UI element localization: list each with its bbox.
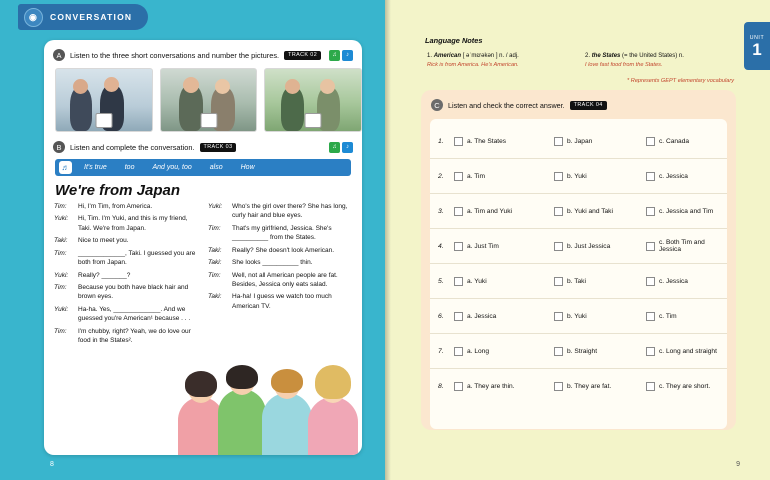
photo-3-number-box[interactable] [305,113,322,128]
option-b[interactable] [554,242,646,251]
option-c-label: c. Tim [659,312,677,320]
option-b-label: b. They are fat. [567,382,612,390]
question-number: 5. [438,277,444,285]
task-a-track-badge: TRACK 02 [284,51,321,60]
quiz-card [421,90,736,430]
option-b[interactable] [554,347,646,356]
task-b-track-badge: TRACK 03 [200,143,237,152]
option-c-label: c. They are short. [659,382,711,390]
dialog-line [54,327,198,346]
checkbox-icon[interactable] [454,382,463,391]
option-a-label: a. The States [467,137,507,145]
cd-green-icon[interactable]: ♫ [329,50,340,61]
note-1-phonetic: [ əˈmɛrəkən ] [462,53,498,59]
checkbox-icon[interactable] [454,242,463,251]
dialog-speaker: Tim: [54,327,67,335]
checkbox-icon[interactable] [454,207,463,216]
option-b-label: b. Yuki and Taki [567,207,613,215]
word-bank-item-1[interactable]: too [124,164,135,171]
checkbox-icon[interactable] [646,137,655,146]
checkbox-icon[interactable] [646,347,655,356]
word-bank-item-2[interactable]: And you, too [152,164,192,171]
speaker-icon: ♬ [59,161,72,174]
question-number: 8. [438,382,444,390]
dialog-line [54,283,198,302]
language-note-2 [585,52,735,69]
table-row [430,194,727,229]
option-b[interactable] [554,137,646,146]
language-note-1 [427,52,567,69]
dialog-speaker: Yuki: [54,271,69,279]
option-c[interactable] [646,347,719,356]
dialog-text: Nice to meet you. [78,237,129,245]
checkbox-icon[interactable] [646,277,655,286]
dialog-text: Really? _______? [78,271,131,279]
task-a-instruction: Listen to the three short conversations and number the pictures. [70,50,280,60]
cd-green-icon[interactable]: ♫ [329,142,340,153]
table-row [430,264,727,299]
dialog-speaker: Taki: [54,237,68,245]
checkbox-icon[interactable] [554,382,563,391]
right-page-number: 9 [736,461,740,468]
task-b-instruction: Listen and complete the conversation. [70,142,195,152]
checkbox-icon[interactable] [554,137,563,146]
checkbox-icon[interactable] [554,207,563,216]
option-c[interactable] [646,312,719,321]
dialog-text: Well, not all American people are fat. Besides, Jessica only eats salad. [232,271,338,288]
left-page-number: 8 [50,461,54,468]
word-bank-item-4[interactable]: How [240,164,255,171]
note-2-phonetic: (= the United States) [622,53,678,59]
option-c-label: c. Both Tim and Jessica [659,239,705,253]
option-c-label: c. Canada [659,137,690,145]
unit-tab[interactable] [744,22,770,70]
note-2-index: 2. [585,53,591,59]
option-b-label: b. Yuki [567,172,587,180]
option-a-label: a. They are thin. [467,382,515,390]
option-a[interactable] [454,172,554,181]
checkbox-icon[interactable] [454,137,463,146]
dialog-line [208,224,352,243]
gept-footnote: * Represents GEPT elementary vocabulary [627,78,734,84]
option-b-label: b. Just Jessica [567,242,611,250]
dialog-text: She looks __________ thin. [232,259,313,267]
dialog-line [54,202,198,211]
dialog-line [54,271,198,280]
option-c[interactable] [646,172,719,181]
option-a[interactable] [454,242,554,251]
table-row [430,369,727,403]
question-number: 2. [438,172,444,180]
dialog-text: _____________, Taki. I guessed you are both from Japan. [78,249,196,267]
dialog-column-left [54,202,198,348]
option-a[interactable] [454,277,554,286]
dialog-speaker: Tim: [54,283,67,291]
option-b-label: b. Straight [567,347,598,355]
dialog-text: Hi, I'm Tim, from America. [78,203,153,210]
checkbox-icon[interactable] [646,312,655,321]
checkbox-icon[interactable] [454,172,463,181]
option-a-label: a. Jessica [467,312,497,320]
dialog-speaker: Taki: [208,293,222,301]
checkbox-icon[interactable] [554,242,563,251]
option-a[interactable] [454,207,554,216]
conversation-tab[interactable] [18,4,148,30]
dialog-line [54,236,198,245]
option-b[interactable] [554,172,646,181]
dialog-line [208,258,352,267]
checkbox-icon[interactable] [646,207,655,216]
task-a-header [53,49,362,61]
option-c-label: c. Jessica [659,277,688,285]
checkbox-icon[interactable] [454,277,463,286]
option-a[interactable] [454,347,554,356]
dialog-text: I'm chubby, right? Yeah, we do love our food in the States². [78,327,191,345]
unit-tab-label: UNIT [749,34,765,41]
option-a[interactable] [454,137,554,146]
quiz-track-badge: TRACK 04 [570,101,607,110]
conversation-tab-label: CONVERSATION [50,12,133,22]
option-c[interactable] [646,137,719,146]
dialog-line [54,214,198,233]
dialog-speaker: Taki: [208,246,222,254]
note-1-index: 1. [427,53,433,59]
quiz-list [430,119,727,429]
option-a-label: a. Long [467,347,489,355]
option-b-label: b. Taki [567,277,586,285]
dialog-text: Ha-ha. Yes, _____________. And we guessed you're American¹ because . . . [78,305,191,323]
option-a[interactable] [454,312,554,321]
photo-2[interactable] [160,68,258,132]
dialog-text: Who's the girl over there? She has long, curly hair and blue eyes. [232,203,348,220]
checkbox-icon[interactable] [454,312,463,321]
right-page [385,0,770,480]
unit-tab-number: 1 [752,39,762,59]
dialog-speaker: Tim: [54,249,67,257]
left-content-card [44,40,362,455]
table-row [430,159,727,194]
question-number: 3. [438,207,444,215]
checkbox-icon[interactable] [554,312,563,321]
option-c-label: c. Long and straight [659,347,717,355]
dialog-speaker: Tim: [54,203,67,210]
cd-blue-icon[interactable]: ♪ [342,142,353,153]
dialog-speaker: Yuki: [208,203,223,210]
dialog-line [208,202,352,221]
globe-icon: ◉ [24,8,43,27]
checkbox-icon[interactable] [554,172,563,181]
dialog-title: We're from Japan [55,182,180,199]
cd-blue-icon[interactable]: ♪ [342,50,353,61]
option-b-label: b. Yuki [567,312,587,320]
task-b-letter: B [53,141,65,153]
dialog-speaker: Tim: [208,224,221,232]
note-2-pos: n. [678,53,684,59]
dialog-line [208,246,352,255]
quiz-instruction: Listen and check the correct answer. [448,100,565,110]
checkbox-icon[interactable] [554,347,563,356]
task-a-letter: A [53,49,65,61]
table-row [430,334,727,369]
dialog-text: Really? She doesn't look American. [232,246,335,254]
option-a[interactable] [454,382,554,391]
quiz-letter: C [431,99,443,111]
dialog-text: That's my girlfriend, Jessica. She's __________ from the States. [232,224,332,242]
dialog-columns [54,202,352,348]
dialog-speaker: Yuki: [54,305,69,313]
question-number: 1. [438,137,444,145]
option-b[interactable] [554,312,646,321]
note-1-pos: n. / adj. [499,53,519,59]
photo-2-number-box[interactable] [200,113,217,128]
option-b[interactable] [554,207,646,216]
task-a-audio-icons[interactable] [329,50,353,61]
dialog-text: Because you both have black hair and brown eyes. [78,283,189,301]
question-number: 4. [438,242,444,250]
option-a-label: a. Just Tim [467,242,499,250]
dialog-speaker: Yuki: [54,215,69,223]
photo-strip [55,68,362,132]
option-c[interactable] [646,382,719,391]
option-c[interactable] [646,277,719,286]
dialog-speaker: Taki: [208,259,222,267]
option-c[interactable] [646,207,719,216]
option-a-label: a. Tim and Yuki [467,207,512,215]
dialog-line [208,271,352,290]
option-c-label: c. Jessica and Tim [659,207,714,215]
checkbox-icon[interactable] [646,242,655,251]
table-row [430,124,727,159]
note-1-example: Rick is from America. He's American. [427,61,519,68]
students-illustration [174,347,362,455]
note-2-headword: the States [591,53,621,59]
checkbox-icon[interactable] [646,172,655,181]
table-row [430,229,727,264]
note-1-headword: American [433,53,462,59]
dialog-text: Ha-ha! I guess we watch too much American TV. [232,293,332,310]
dialog-line [208,292,352,311]
option-b[interactable] [554,277,646,286]
checkbox-icon[interactable] [646,382,655,391]
quiz-header [421,90,736,111]
photo-1[interactable] [55,68,153,132]
photo-3[interactable] [264,68,362,132]
word-bank [55,159,351,176]
photo-1-number-box[interactable] [95,113,112,128]
option-a-label: a. Tim [467,172,485,180]
dialog-line [54,305,198,324]
task-b-header [53,141,362,153]
task-b-audio-icons[interactable] [329,142,353,153]
checkbox-icon[interactable] [454,347,463,356]
option-a-label: a. Yuki [467,277,487,285]
table-row [430,299,727,334]
dialog-text: Hi, Tim. I'm Yuki, and this is my friend, Taki. We're from Japan. [78,215,188,232]
option-b[interactable] [554,382,646,391]
option-c[interactable] [646,239,719,253]
word-bank-item-3[interactable]: also [209,164,223,171]
dialog-column-right [208,202,352,348]
word-bank-item-0[interactable]: It's true [84,164,107,171]
note-2-example: I love fast food from the States. [585,61,663,68]
language-notes-title: Language Notes [425,36,483,45]
dialog-speaker: Tim: [208,271,221,279]
checkbox-icon[interactable] [554,277,563,286]
question-number: 7. [438,347,444,355]
dialog-line [54,249,198,268]
option-c-label: c. Jessica [659,172,688,180]
option-b-label: b. Japan [567,137,593,145]
question-number: 6. [438,312,444,320]
